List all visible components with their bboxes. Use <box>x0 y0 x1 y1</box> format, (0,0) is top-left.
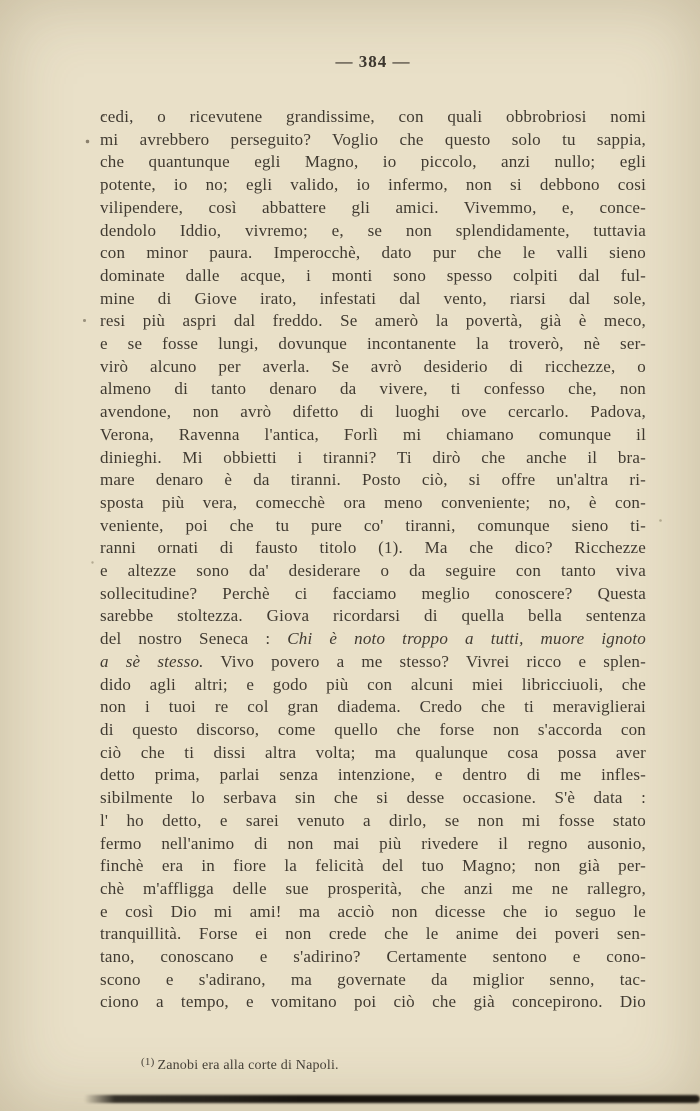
text-segment: non i tuoi re col gran diadema. Credo che ti meraviglierai <box>100 697 646 717</box>
text-block <box>100 106 646 1014</box>
text-segment: ciono a tempo, e vomitano poi ciò che già concepirono. Dio <box>100 992 646 1012</box>
text-segment: dendolo Iddio, vivremo; e, se non splendidamente, tuttavia <box>100 220 646 240</box>
page-bottom-scan-artifact <box>84 1095 700 1103</box>
text-line <box>100 310 646 333</box>
text-segment: potente, io no; egli valido, io infermo, non si debbono cosi <box>100 175 646 195</box>
text-segment: e così Dio mi ami! ma acciò non dicesse che io seguo le <box>100 901 646 921</box>
text-segment: finchè era in fiore la felicità del tuo Magno; non già per- <box>100 856 646 876</box>
text-line <box>100 764 646 787</box>
text-line <box>100 129 646 152</box>
text-line <box>100 833 646 856</box>
text-line <box>100 719 646 742</box>
text-line <box>100 651 646 674</box>
text-line <box>100 583 646 606</box>
text-segment: detto prima, parlai senza intenzione, e dentro di me infles- <box>100 765 646 785</box>
text-line <box>100 401 646 424</box>
text-segment: del nostro Seneca : <box>100 629 288 649</box>
text-line <box>100 356 646 379</box>
text-segment: Vivo povero a me stesso? Vivrei ricco e splen- <box>203 651 646 671</box>
text-line <box>100 923 646 946</box>
text-line <box>100 378 646 401</box>
text-segment: sarebbe stoltezza. Giova ricordarsi di quella bella sentenza <box>100 606 646 626</box>
page-number: — 384 — <box>335 52 411 71</box>
text-segment: veniente, poi che tu pure co' tiranni, comunque sieno ti- <box>100 515 646 535</box>
text-segment: e se fosse lungi, dovunque incontanente la troverò, nè ser- <box>100 334 646 354</box>
text-line <box>100 946 646 969</box>
text-line <box>100 605 646 628</box>
paper-specks <box>0 0 1 1</box>
footnote-text: Zanobi era alla corte di Napoli. <box>157 1058 339 1073</box>
text-line <box>100 515 646 538</box>
text-segment: tano, conoscano e s'adirino? Certamente sentono e cono- <box>100 947 646 967</box>
text-segment: chè m'affligga delle sue prosperità, che anzi me ne rallegro, <box>100 878 646 898</box>
text-line <box>100 424 646 447</box>
text-segment: l' ho detto, e sarei venuto a dirlo, se non mi fosse stato <box>100 810 646 830</box>
text-line <box>100 969 646 992</box>
text-segment: scono e s'adirano, ma governate da miglior senno, tac- <box>100 969 646 989</box>
text-line <box>100 810 646 833</box>
text-segment: con minor paura. Imperocchè, dato pur che le valli sieno <box>100 243 646 263</box>
text-segment: che quantunque egli Magno, io piccolo, anzi nullo; egli <box>100 152 646 172</box>
text-segment: resi più aspri dal freddo. Se amerò la povertà, già è meco, <box>100 311 646 331</box>
text-line <box>100 220 646 243</box>
text-segment: e altezze sono da' desiderare o da seguire con tanto viva <box>100 561 646 581</box>
text-line <box>100 674 646 697</box>
text-segment: mi avrebbero perseguito? Voglio che questo solo tu sappia, <box>100 129 646 149</box>
text-line <box>100 492 646 515</box>
text-segment: mare denaro è da tiranni. Posto ciò, si offre un'altra ri- <box>100 470 646 490</box>
text-line <box>100 469 646 492</box>
text-line <box>100 628 646 651</box>
text-line <box>100 333 646 356</box>
text-line <box>100 106 646 129</box>
text-segment: ciò che ti dissi altra volta; ma qualunque cosa possa aver <box>100 742 646 762</box>
footnote-marker: (1) <box>141 1056 155 1068</box>
text-line <box>100 787 646 810</box>
text-segment: sollecitudine? Perchè ci facciamo meglio conoscere? Questa <box>100 583 646 603</box>
text-segment: fermo nell'animo di non mai più rivedere il regno ausonio, <box>100 833 646 853</box>
text-line <box>100 855 646 878</box>
text-segment: a sè stesso. <box>100 651 204 671</box>
text-line <box>100 197 646 220</box>
text-segment: mine di Giove irato, infestati dal vento, riarsi dal sole, <box>100 288 646 308</box>
text-line <box>100 696 646 719</box>
text-line <box>100 174 646 197</box>
text-line <box>100 901 646 924</box>
text-segment: dinieghi. Mi obbietti i tiranni? Ti dirò che anche il bra- <box>100 447 646 467</box>
text-segment: sposta più vera, comecchè ora meno conveniente; no, è con- <box>100 492 646 512</box>
text-line <box>100 265 646 288</box>
text-segment: avendone, non avrò difetto di luoghi ove cercarlo. Padova, <box>100 402 646 422</box>
text-segment: virò alcuno per averla. Se avrò desiderio di ricchezze, o <box>100 356 646 376</box>
text-segment: dido agli altri; e godo più con alcuni miei libricciuoli, che <box>100 674 646 694</box>
footnote <box>141 1056 339 1074</box>
text-segment: ranni ornati di fausto titolo (1). Ma che dico? Ricchezze <box>100 538 646 558</box>
text-line <box>100 447 646 470</box>
text-segment: Chi è noto troppo a tutti, muore ignoto <box>287 629 646 649</box>
text-segment: vilipendere, così abbattere gli amici. Vivemmo, e, conce- <box>100 197 646 217</box>
text-segment: di questo discorso, come quello che forse non s'accorda con <box>100 719 646 739</box>
text-segment: almeno di tanto denaro da vivere, ti confesso che, non <box>100 379 646 399</box>
text-segment: cedi, o ricevutene grandissime, con quali obbrobriosi nomi <box>100 107 646 126</box>
text-segment: Verona, Ravenna l'antica, Forlì mi chiamano comunque il <box>100 424 646 444</box>
text-segment: dominate dalle acque, i monti sono spesso colpiti dal ful- <box>100 265 646 285</box>
text-line <box>100 151 646 174</box>
text-segment: tranquillità. Forse ei non crede che le anime dei poveri sen- <box>100 924 646 944</box>
text-line <box>100 991 646 1014</box>
text-line <box>100 560 646 583</box>
text-segment: sibilmente lo serbava sin che si desse occasione. S'è data : <box>100 788 646 808</box>
text-line <box>100 878 646 901</box>
text-line <box>100 742 646 765</box>
text-line <box>100 537 646 560</box>
text-line <box>100 242 646 265</box>
text-line <box>100 288 646 311</box>
